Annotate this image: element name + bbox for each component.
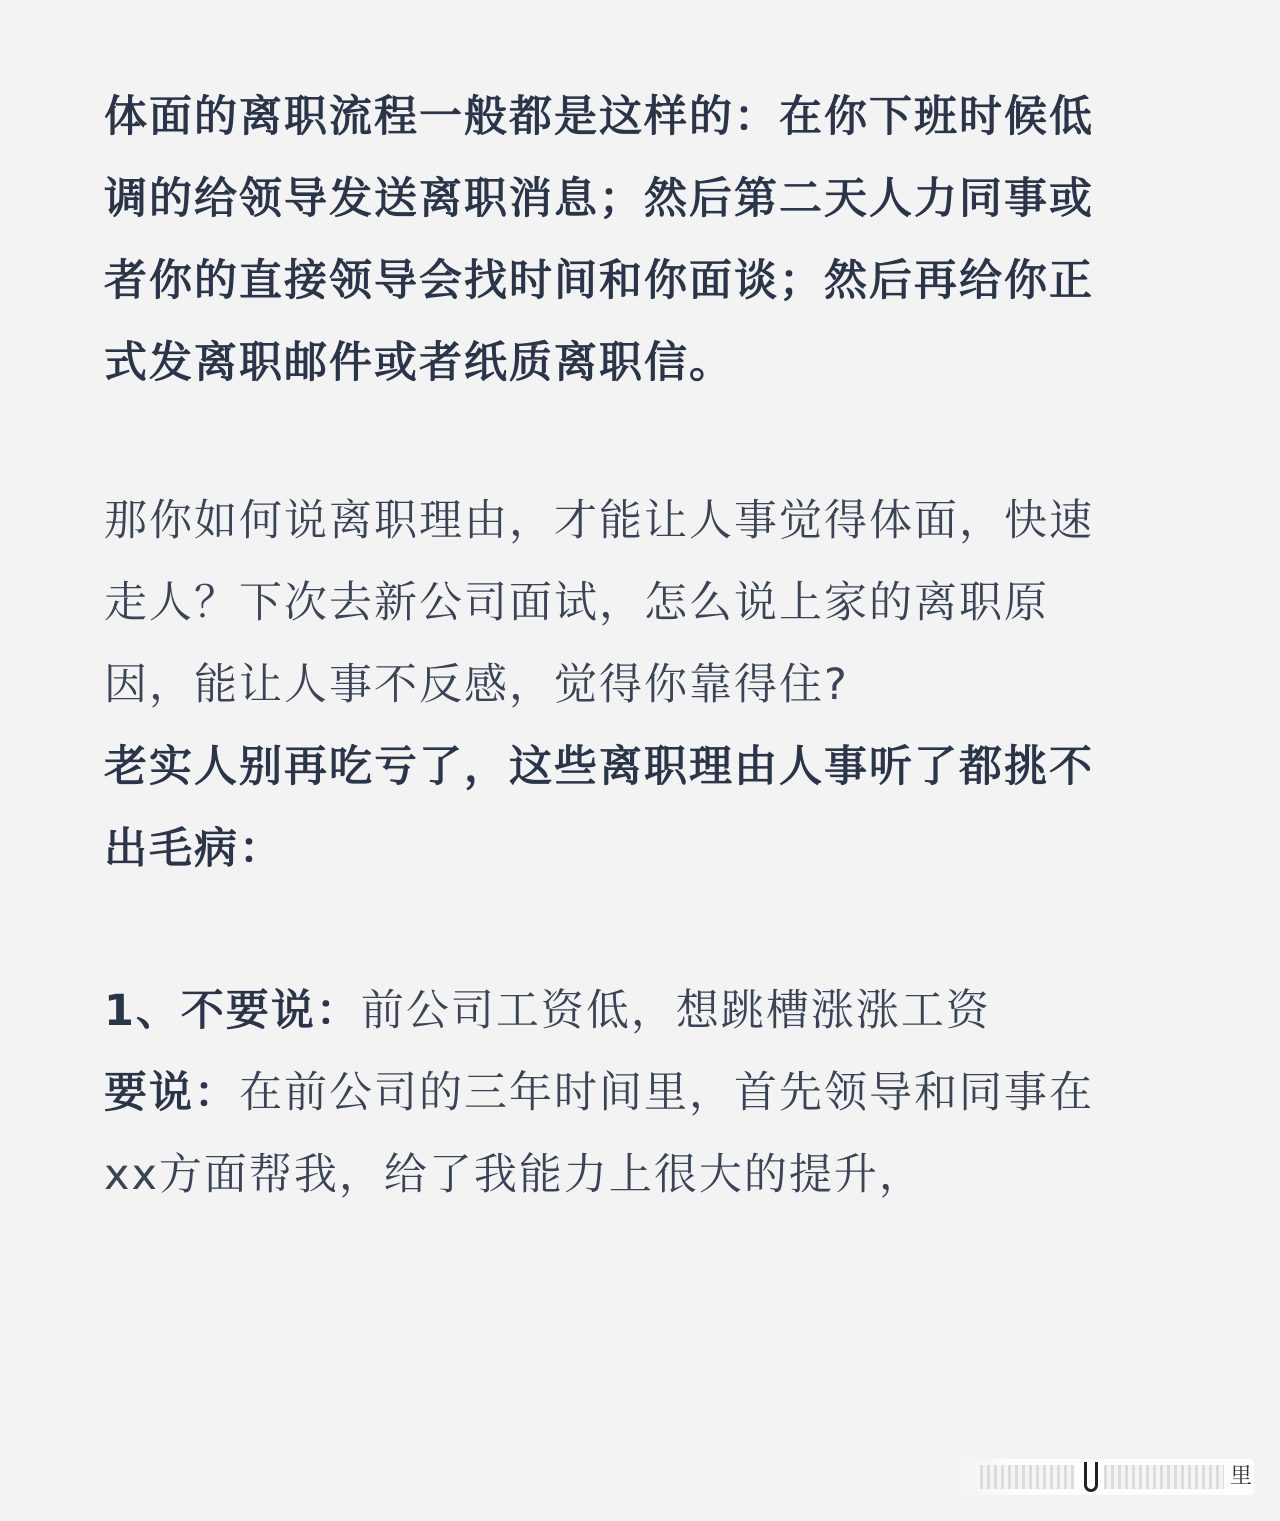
item2-label: 要说： [104,1068,239,1118]
watermark-pattern [1104,1465,1224,1489]
watermark-pattern [980,1465,1074,1489]
spacer [104,404,1120,480]
list-item-1 [104,970,1120,1052]
item1-label: 1、不要说： [104,986,361,1036]
list-item-2 [104,1052,1120,1216]
paragraph-intro: 体面的离职流程一般都是这样的：在你下班时候低调的给领导发送离职消息；然后第二天人力同事或者你的直接领导会找时间和你面谈；然后再给你正式发离职邮件或者纸质离职信。 [104,92,1094,388]
watermark-glyph: 里 [1230,1464,1253,1489]
paragraph-heading: 老实人别再吃亏了，这些离职理由人事听了都挑不出毛病： [104,742,1094,874]
watermark [964,1459,1254,1495]
item2-text: 在前公司的三年时间里，首先领导和同事在xx方面帮我，给了我能力上很大的提升， [104,1068,1094,1200]
item1-text: 前公司工资低，想跳槽涨涨工资 [360,986,991,1036]
watermark-logo-icon [1084,1462,1098,1492]
paragraph-question: 那你如何说离职理由，才能让人事觉得体面，快速走人？下次去新公司面试，怎么说上家的离职原因，能让人事不反感，觉得你靠得住? [104,496,1094,710]
spacer [104,890,1120,970]
